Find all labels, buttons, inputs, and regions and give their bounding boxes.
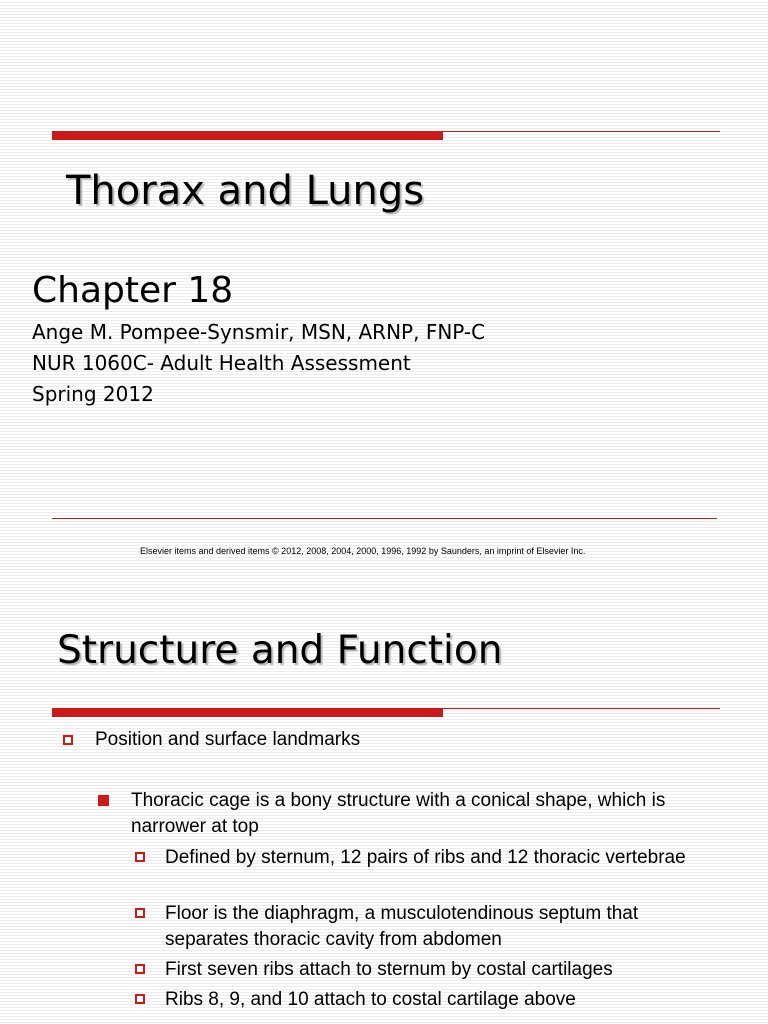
accent-bar	[52, 708, 443, 717]
square-outline-icon	[135, 852, 145, 862]
bullet-level3: Floor is the diaphragm, a musculotendinous septum that separates thoracic cavity from abdomen	[165, 903, 639, 950]
bullet-level2: Thoracic cage is a bony structure with a conical shape, which is narrower at top	[131, 790, 666, 837]
course-line: NUR 1060C- Adult Health Assessment	[32, 351, 411, 375]
bullet-level3: Ribs 8, 9, and 10 attach to costal cartilage above	[165, 989, 576, 1010]
content-slide	[0, 600, 768, 1024]
bullet-level3: Defined by sternum, 12 pairs of ribs and 12 thoracic vertebrae	[165, 847, 686, 868]
accent-line	[443, 131, 720, 132]
copyright-notice: Elsevier items and derived items © 2012, 2008, 2004, 2000, 1996, 1992 by Saunders, an imprint of Elsevier Inc.	[140, 546, 586, 556]
accent-line	[443, 708, 720, 709]
slide-title: Thorax and Lungs	[66, 168, 425, 214]
term-line: Spring 2012	[32, 382, 154, 406]
bullet-level1: Position and surface landmarks	[95, 729, 361, 750]
square-outline-icon	[63, 735, 73, 745]
accent-bar	[52, 131, 443, 140]
footer-divider	[52, 518, 717, 519]
author-line: Ange M. Pompee-Synsmir, MSN, ARNP, FNP-C	[32, 320, 486, 344]
square-outline-icon	[135, 964, 145, 974]
square-filled-icon	[98, 795, 109, 806]
slide-title: Structure and Function	[57, 628, 503, 673]
chapter-heading: Chapter 18	[32, 270, 234, 311]
bullet-level3: First seven ribs attach to sternum by costal cartilages	[165, 959, 613, 980]
square-outline-icon	[135, 908, 145, 918]
square-outline-icon	[135, 994, 145, 1004]
